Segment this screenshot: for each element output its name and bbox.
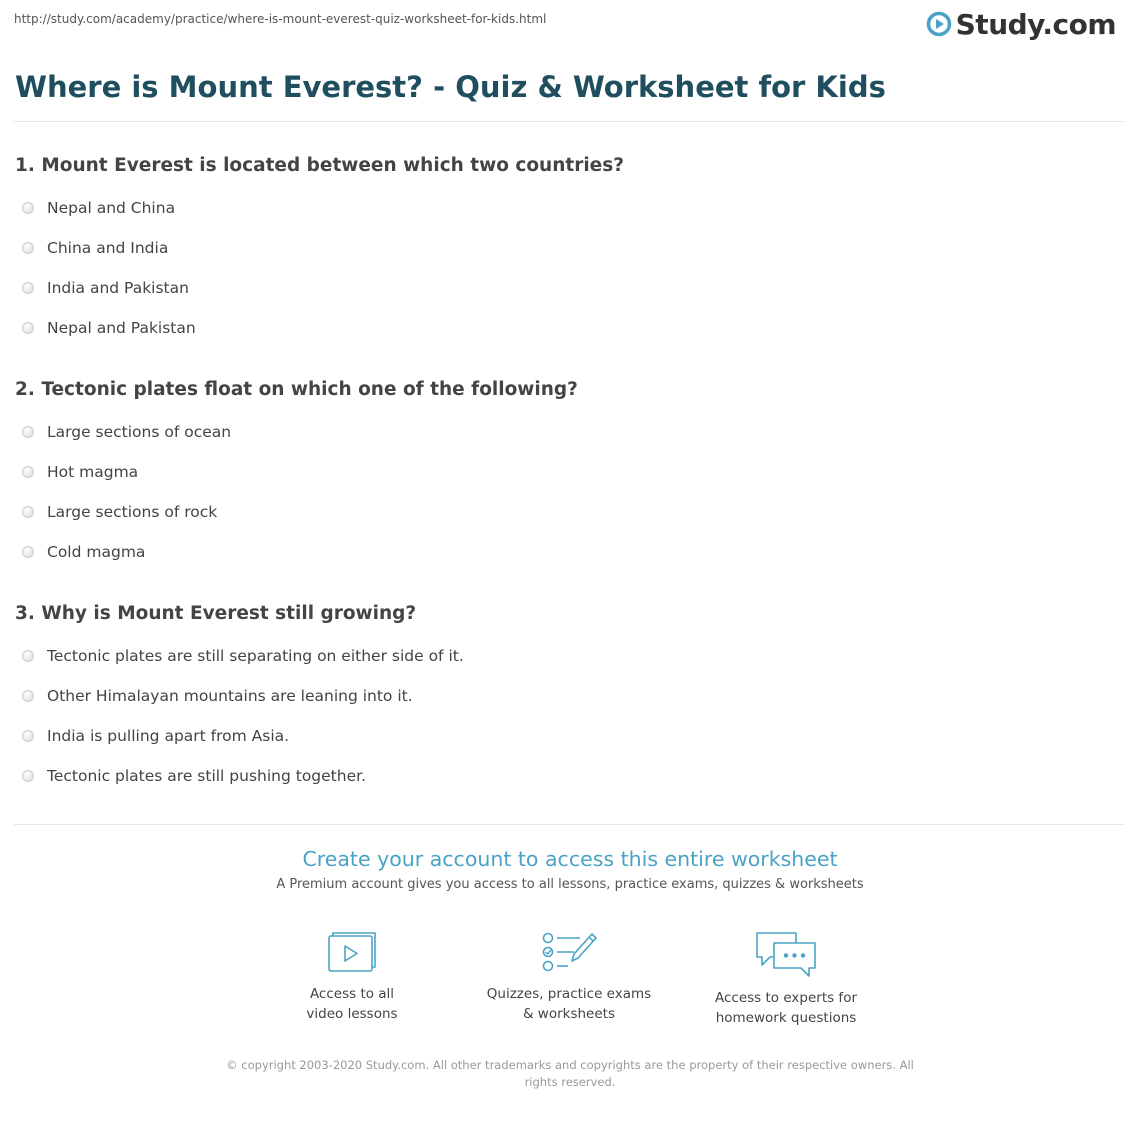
radio-button[interactable] (22, 282, 34, 294)
question-2: 2. Tectonic plates float on which one of the following? (15, 379, 578, 400)
answer-option[interactable] (22, 646, 464, 666)
radio-button[interactable] (22, 322, 34, 334)
answer-text: Large sections of ocean (47, 423, 232, 441)
answer-text: India is pulling apart from Asia. (47, 727, 290, 745)
answer-text: Tectonic plates are still separating on either side of it. (47, 647, 464, 665)
radio-button[interactable] (22, 466, 34, 478)
answer-option[interactable] (22, 766, 366, 786)
radio-button[interactable] (22, 730, 34, 742)
answer-option[interactable] (22, 318, 196, 338)
question-3: 3. Why is Mount Everest still growing? (15, 603, 417, 624)
premium-description: A Premium account gives you access to all lessons, practice exams, quizzes & worksheets (276, 877, 864, 892)
radio-button[interactable] (22, 426, 34, 438)
video-lesson-icon (326, 930, 378, 974)
title-divider (14, 121, 1124, 122)
answer-text: Other Himalayan mountains are leaning into it. (47, 687, 413, 705)
page-url: http://study.com/academy/practice/where-is-mount-everest-quiz-worksheet-for-kids.html (14, 12, 547, 26)
answer-option[interactable] (22, 502, 217, 522)
answer-option[interactable] (22, 542, 145, 562)
answer-text: Nepal and Pakistan (47, 319, 196, 337)
answer-option[interactable] (22, 686, 413, 706)
radio-button[interactable] (22, 650, 34, 662)
feature-quizzes (469, 930, 669, 1024)
answer-text: Cold magma (47, 543, 146, 561)
radio-button[interactable] (22, 546, 34, 558)
answer-option[interactable] (22, 278, 189, 298)
cta-divider (14, 824, 1124, 825)
answer-text: Tectonic plates are still pushing together. (47, 767, 366, 785)
study-logo[interactable] (926, 6, 1116, 42)
feature-label: Access to all video lessons (306, 986, 398, 1022)
radio-button[interactable] (22, 506, 34, 518)
answer-option[interactable] (22, 422, 231, 442)
radio-button[interactable] (22, 690, 34, 702)
feature-video-lessons (252, 930, 452, 1024)
answer-text: Hot magma (47, 463, 139, 481)
answer-option[interactable] (22, 726, 289, 746)
feature-label: Access to experts for homework questions (714, 990, 857, 1026)
feature-label: Quizzes, practice exams & worksheets (486, 986, 652, 1022)
radio-button[interactable] (22, 770, 34, 782)
radio-button[interactable] (22, 242, 34, 254)
copyright-notice: © copyright 2003-2020 Study.com. All other trademarks and copyrights are the property of their respective owners. All rights reserved. (226, 1058, 914, 1089)
answer-text: India and Pakistan (47, 279, 189, 297)
page-title: Where is Mount Everest? - Quiz & Worksheet for Kids (15, 70, 886, 104)
play-circle-logo-icon (926, 11, 952, 37)
answer-option[interactable] (22, 238, 168, 258)
chat-bubbles-icon (754, 930, 818, 978)
quiz-checklist-icon (540, 930, 598, 974)
answer-text: China and India (47, 239, 169, 257)
answer-option[interactable] (22, 462, 138, 482)
create-account-link[interactable]: Create your account to access this entire worksheet (302, 847, 838, 871)
feature-experts (686, 930, 886, 1028)
answer-option[interactable] (22, 198, 175, 218)
answer-text: Nepal and China (47, 199, 176, 217)
question-1: 1. Mount Everest is located between which two countries? (15, 155, 624, 176)
radio-button[interactable] (22, 202, 34, 214)
logo-text: Study.com (955, 7, 1116, 41)
answer-text: Large sections of rock (47, 503, 218, 521)
